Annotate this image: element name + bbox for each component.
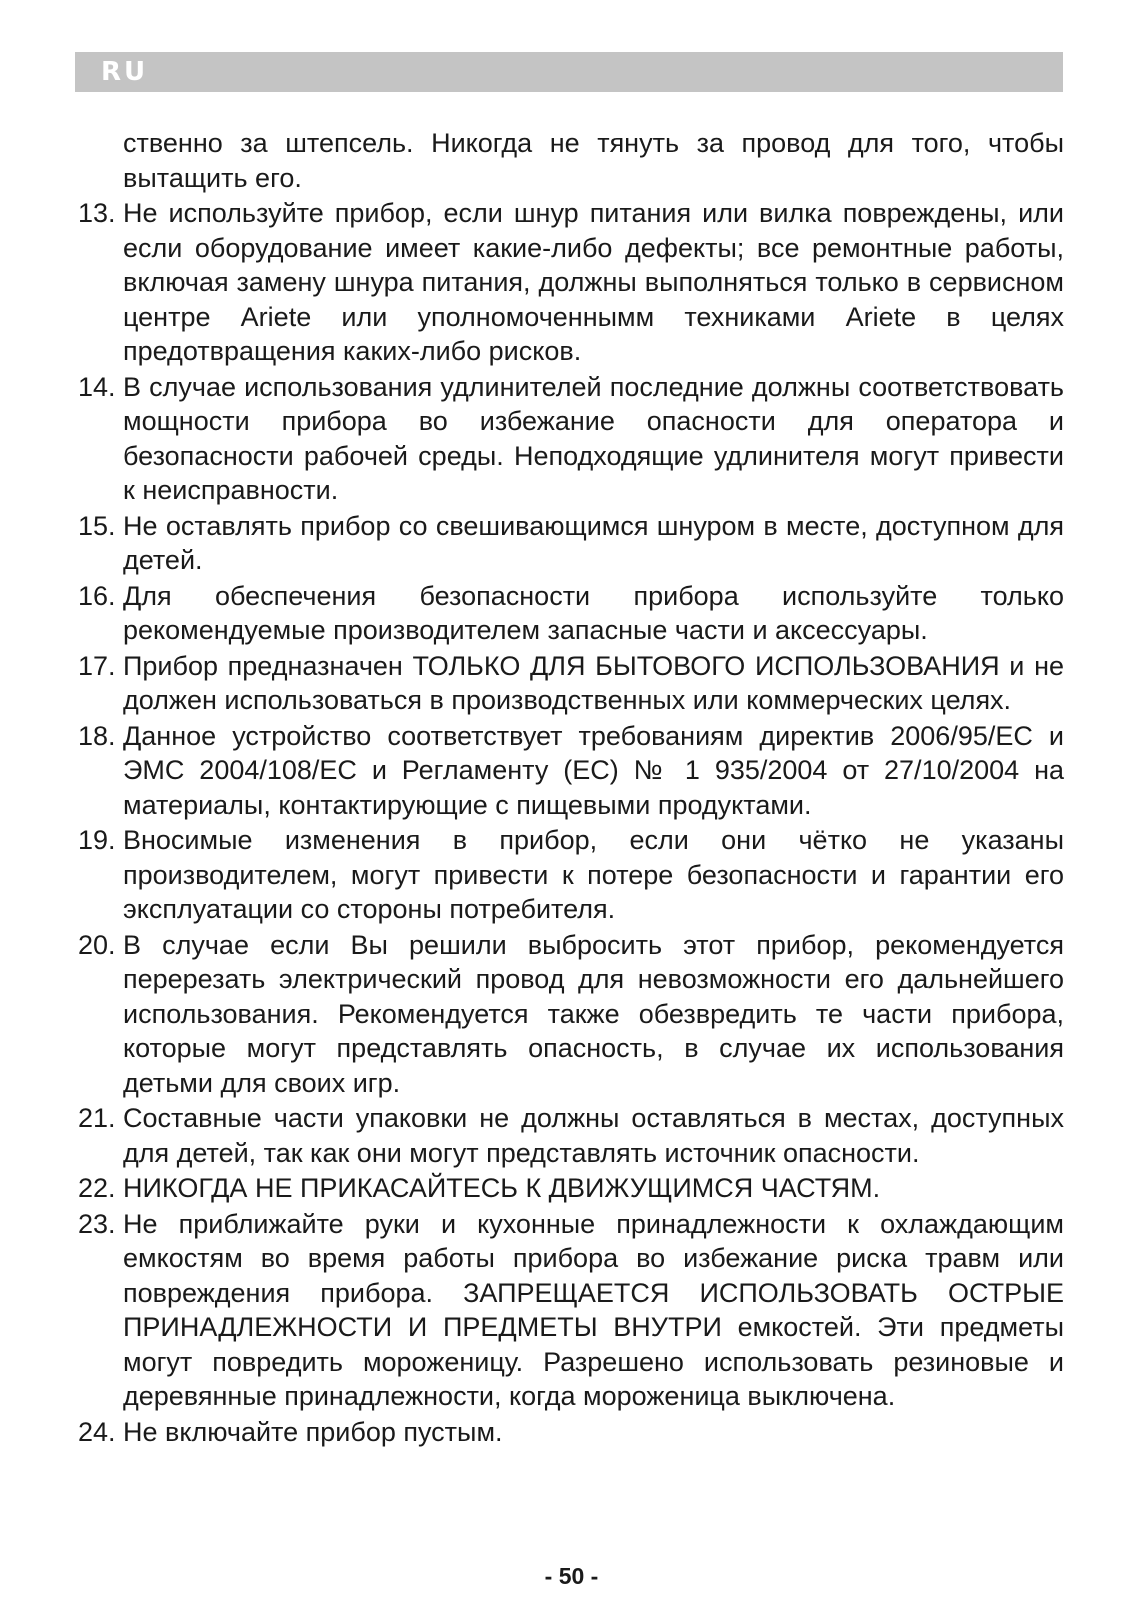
list-item	[78, 928, 1064, 1101]
list-item-text: В случае если Вы решили выбросить этот прибор, рекомендуется перерезать электрический провод для невозможности его дальнейшего использования. Рекомендуется также обезвредить те части прибора, которые могут представлять опасность, в случае их использования детьми для своих игр.	[123, 929, 1064, 1098]
list-item-number: 14.	[78, 371, 116, 402]
list-item	[78, 649, 1064, 718]
list-item-text: Не приближайте руки и кухонные принадлежности к охлаждающим емкостям во время работы прибора во избежание риска травм или повреждения прибора. ЗАПРЕЩАЕТСЯ ИСПОЛЬЗОВАТЬ ОСТРЫЕ ПРИНАДЛЕЖНОСТИ И ПРЕДМЕТЫ ВНУТРИ емкостей. Эти предметы могут повредить мороженицу. Разрешено использовать резиновые и деревянные принадлежности, когда мороженица выключена.	[123, 1208, 1064, 1411]
continuation-paragraph: ственно за штепсель. Никогда не тянуть за провод для того, чтобы вытащить его.	[123, 128, 1064, 193]
instructions-list	[78, 126, 1064, 1450]
list-item-text: Не используйте прибор, если шнур питания или вилка повреждены, или если оборудование имеет какие-либо дефекты; все ремонтные работы, включая замену шнура питания, должны выполняться только в сервисном центре Ariete или уполномоченнымм техниками Ariete в целях предотвращения каких-либо рисков.	[123, 198, 1064, 366]
list-item-number: 16.	[78, 580, 116, 611]
list-item	[78, 1415, 1064, 1450]
list-item	[78, 1101, 1064, 1170]
list-item-text: В случае использования удлинителей последние должны соответствовать мощности прибора во избежание опасности для оператора и безопасности рабочей среды. Неподходящие удлинителя могут привести к неисправности.	[123, 371, 1064, 505]
list-item	[78, 509, 1064, 578]
list-item-number: 23.	[78, 1208, 116, 1239]
list-item	[78, 1207, 1064, 1414]
list-item-text: Составные части упаковки не должны оставляться в местах, доступных для детей, так как они могут представлять источник опасности.	[123, 1103, 1064, 1168]
list-item-text: Не включайте прибор пустым.	[123, 1416, 503, 1447]
list-item-number: 22.	[78, 1173, 116, 1203]
page-number: - 50 -	[544, 1563, 599, 1589]
list-item	[78, 196, 1064, 369]
list-item-number: 17.	[78, 650, 116, 681]
list-item	[78, 1171, 1064, 1206]
list-item-number: 18.	[78, 720, 116, 751]
list-item	[78, 579, 1064, 648]
language-code: RU	[101, 57, 149, 87]
list-item-number: 21.	[78, 1103, 116, 1133]
list-item	[78, 823, 1064, 927]
list-item-number: 24.	[78, 1416, 116, 1447]
list-item-text: Не оставлять прибор со свешивающимся шнуром в месте, доступном для детей.	[123, 510, 1064, 575]
list-item-number: 15.	[78, 510, 116, 541]
list-item-number: 19.	[78, 825, 116, 855]
list-item-number: 13.	[78, 198, 116, 228]
list-item-text: НИКОГДА НЕ ПРИКАСАЙТЕСЬ К ДВИЖУЩИМСЯ ЧАСТЯМ.	[123, 1173, 881, 1203]
list-item-text: Для обеспечения безопасности прибора используйте только рекомендуемые производителем запасные части и аксессуары.	[123, 580, 1064, 645]
list-item-text: Вносимые изменения в прибор, если они чётко не указаны производителем, могут привести к потере безопасности и гарантии его эксплуатации со стороны потребителя.	[123, 825, 1064, 924]
language-header-bar	[75, 52, 1063, 92]
list-item	[78, 370, 1064, 508]
list-item	[78, 719, 1064, 823]
list-item-text: Данное устройство соответствует требованиям директив 2006/95/ЕС и ЭМС 2004/108/ЕС и Регламенту (ЕС) № 1 935/2004 от 27/10/2004 на материалы, контактирующие с пищевыми продуктами.	[123, 720, 1064, 820]
list-item-text: Прибор предназначен ТОЛЬКО ДЛЯ БЫТОВОГО ИСПОЛЬЗОВАНИЯ и не должен использоваться в производственных или коммерческих целях.	[123, 650, 1064, 715]
list-item-number: 20.	[78, 929, 116, 960]
